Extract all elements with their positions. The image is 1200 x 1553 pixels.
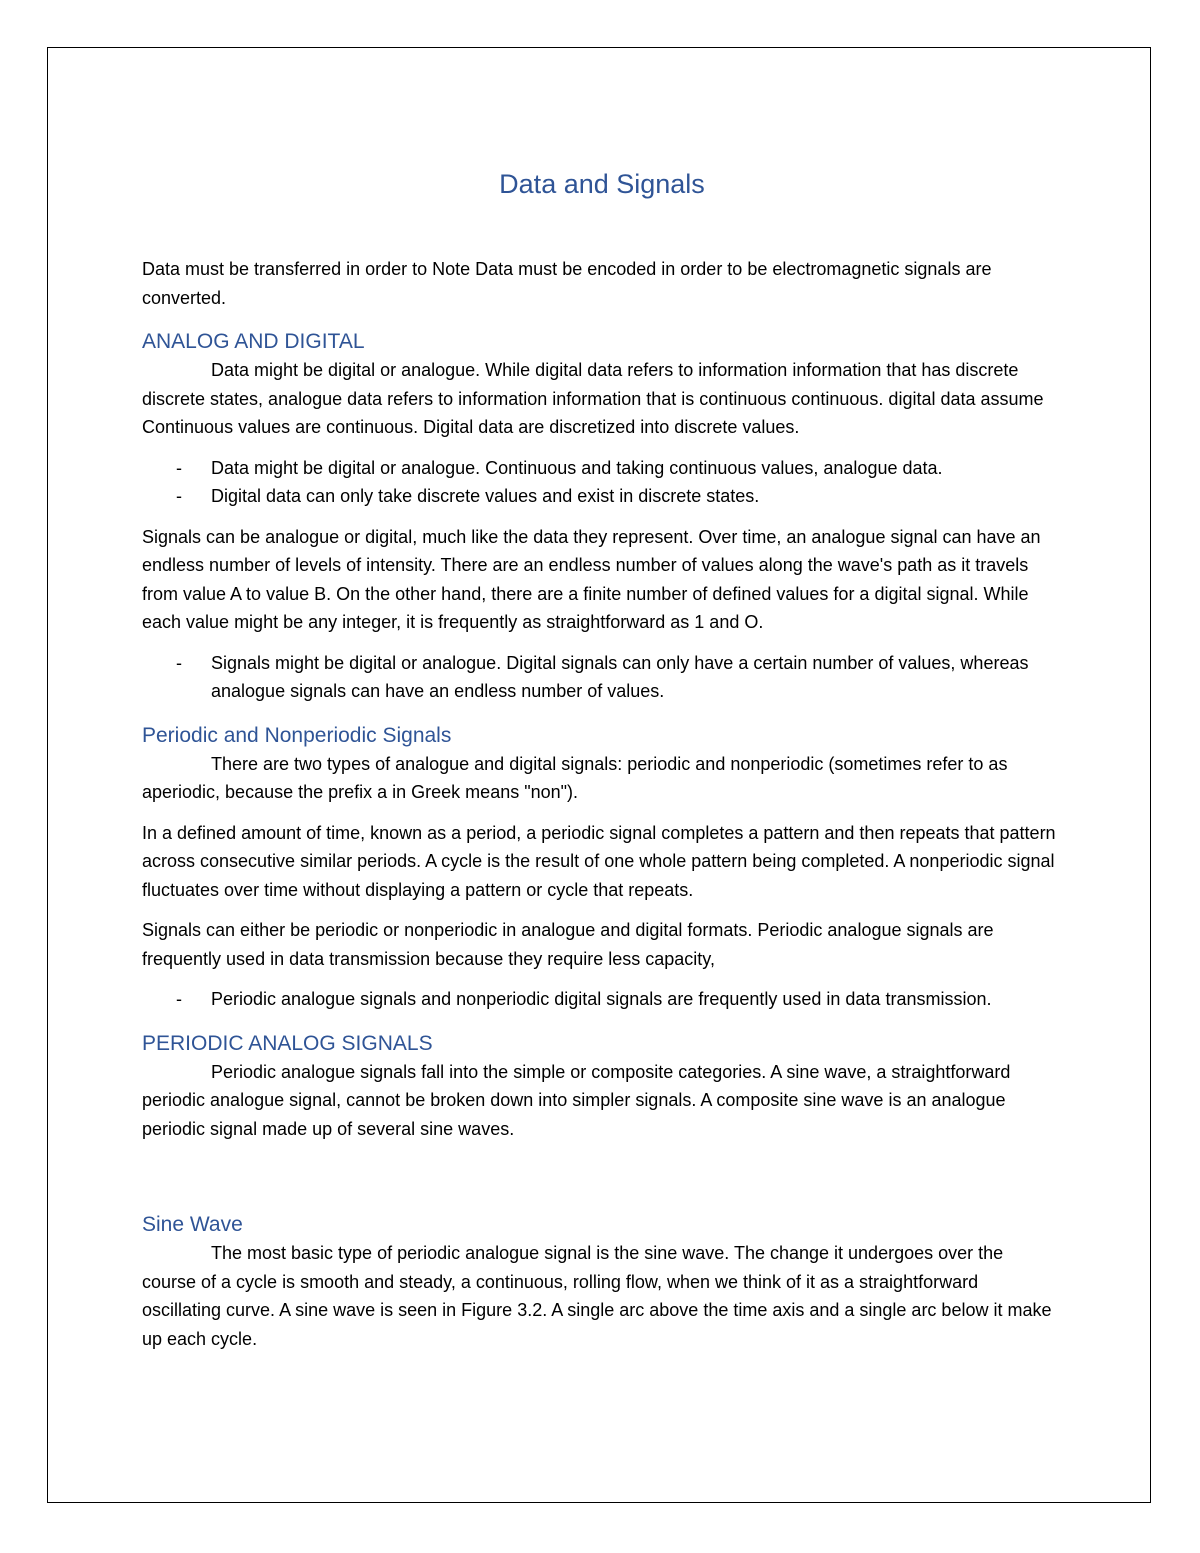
bullet-dash-icon: - [176,989,182,1009]
periodic-paragraph-3: Signals can either be periodic or nonperiodic in analogue and digital formats. Periodic analogue signals are frequently used in data transmission because they require less capacity, [142,920,994,969]
intro-paragraph: Data must be transferred in order to Note Data must be encoded in order to be electromagnetic signals are converted. [142,259,992,308]
bullet-dash-icon: - [176,486,182,506]
sine-wave-paragraph: The most basic type of periodic analogue signal is the sine wave. The change it undergoes over the course of a cycle is smooth and steady, a continuous, rolling flow, when we think of it as a straightforward oscillating curve. A sine wave is seen in Figure 3.2. A single arc above the time axis and a single arc below it make up each cycle. [142,1243,1052,1349]
periodic-paragraph-1: There are two types of analogue and digital signals: periodic and nonperiodic (sometimes refer to as aperiodic, because the prefix a in Greek means "non"). [142,753,1008,802]
analog-digital-paragraph-2: Signals can be analogue or digital, much like the data they represent. Over time, an analogue signal can have an endless number of levels of intensity. There are an endless number of values along the wave's path as it travels from value A to value B. On the other hand, there are a finite number of defined values for a digital signal. While each value might be any integer, it is frequently as straightforward as 1 and O. [142,526,1041,632]
document-title: Data and Signals [499,169,705,199]
list-item-text: Signals might be digital or analogue. Digital signals can only have a certain number of values, whereas analogue signals can have an endless number of values. [211,652,1029,701]
list-item-text: Digital data can only take discrete values and exist in discrete states. [211,486,760,506]
list-item [142,649,1062,706]
list-item-text: Data might be digital or analogue. Continuous and taking continuous values, analogue data. [211,457,943,478]
periodic-paragraph-2: In a defined amount of time, known as a period, a periodic signal completes a pattern and then repeats that pattern across consecutive similar periods. A cycle is the result of one whole pattern being completed. A nonperiodic signal fluctuates over time without displaying a pattern or cycle that repeats. [142,822,1056,900]
bullet-dash-icon: - [176,457,182,478]
analog-digital-bullets-1 [142,454,1062,511]
list-item [142,454,1062,483]
heading-periodic-nonperiodic: Periodic and Nonperiodic Signals [142,723,452,747]
heading-periodic-analog-signals: PERIODIC ANALOG SIGNALS [142,1031,433,1055]
analog-digital-paragraph-1: Data might be digital or analogue. While digital data refers to information information that has discrete discrete states, analogue data refers to information information that is continuous continuous. digital data assume Continuous values are continuous. Digital data are discretized into discrete values. [142,360,1044,437]
document-body [142,166,1062,1365]
heading-analog-and-digital: ANALOG AND DIGITAL [142,330,365,353]
analog-digital-bullets-2 [142,649,1062,706]
list-item [142,482,1062,511]
spacer [142,1155,1062,1195]
heading-sine-wave: Sine Wave [142,1213,243,1236]
list-item-text: Periodic analogue signals and nonperiodic digital signals are frequently used in data transmission. [211,989,992,1009]
periodic-analog-paragraph: Periodic analogue signals fall into the simple or composite categories. A sine wave, a straightforward periodic analogue signal, cannot be broken down into simpler signals. A composite sine wave is an analogue periodic signal made up of several sine waves. [142,1061,1011,1139]
periodic-bullets [142,985,1062,1014]
bullet-dash-icon: - [176,652,182,673]
list-item [142,985,1062,1014]
